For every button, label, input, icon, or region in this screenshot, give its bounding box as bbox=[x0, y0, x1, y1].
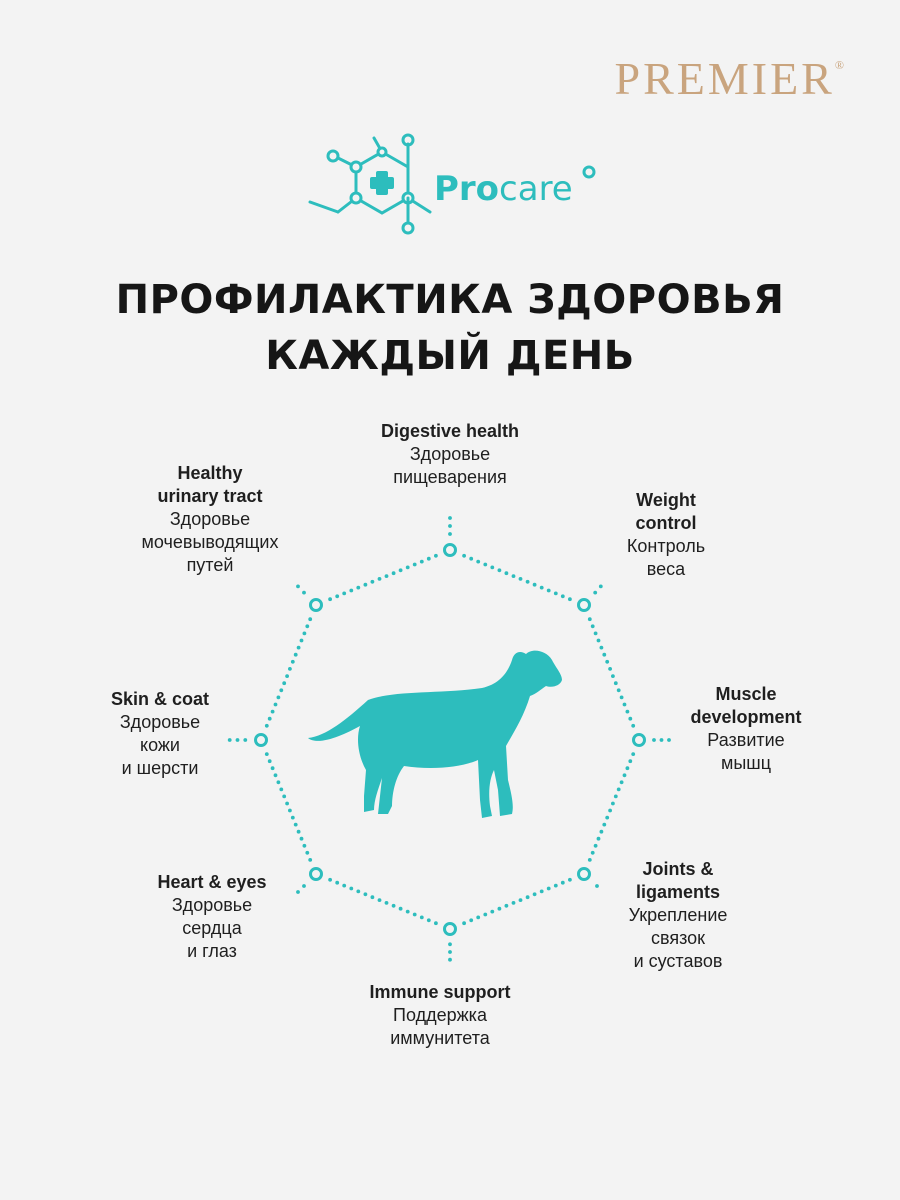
connector-dot bbox=[512, 574, 516, 578]
connector-dot bbox=[483, 913, 487, 917]
connector-dot bbox=[547, 887, 551, 891]
connector-dot bbox=[356, 586, 360, 590]
connector-dot bbox=[291, 816, 295, 820]
connector-dot bbox=[297, 646, 301, 650]
connector-dot bbox=[614, 795, 618, 799]
benefit-immune: Immune support Поддержка иммунитета bbox=[369, 982, 511, 1048]
connector-dot bbox=[274, 703, 278, 707]
connector-dot bbox=[599, 585, 603, 589]
connector-dot bbox=[526, 580, 530, 584]
connector-dot bbox=[652, 738, 656, 742]
connector-dot bbox=[265, 724, 269, 728]
connector-dot bbox=[271, 710, 275, 714]
connector-dot bbox=[631, 752, 635, 756]
connector-dot bbox=[279, 688, 283, 692]
connector-dot bbox=[342, 884, 346, 888]
connector-dot bbox=[490, 910, 494, 914]
connector-dot bbox=[420, 916, 424, 920]
connector-dot bbox=[448, 524, 452, 528]
connector-dot bbox=[274, 773, 278, 777]
connector-dot bbox=[469, 557, 473, 561]
procare-wordmark: Procare bbox=[434, 169, 573, 209]
connector-dot bbox=[448, 950, 452, 954]
connector-dot bbox=[533, 583, 537, 587]
connector-dot bbox=[591, 624, 595, 628]
connector-dot bbox=[617, 688, 621, 692]
connector-dot bbox=[611, 802, 615, 806]
connector-dot bbox=[300, 837, 304, 841]
connector-dot bbox=[328, 878, 332, 882]
node-ring-joints bbox=[579, 869, 590, 880]
connector-dot bbox=[469, 918, 473, 922]
connector-dot bbox=[554, 592, 558, 596]
connector-dot bbox=[434, 921, 438, 925]
connector-dot bbox=[434, 554, 438, 558]
connector-dot bbox=[371, 580, 375, 584]
connector-dot bbox=[349, 887, 353, 891]
connector-dot bbox=[623, 773, 627, 777]
connector-dot bbox=[620, 696, 624, 700]
connector-dot bbox=[602, 823, 606, 827]
connector-dot bbox=[268, 759, 272, 763]
connector-dot bbox=[628, 759, 632, 763]
connector-dot bbox=[605, 660, 609, 664]
connector-dot bbox=[540, 890, 544, 894]
connector-dot bbox=[342, 592, 346, 596]
connector-dot bbox=[399, 568, 403, 572]
connector-dot bbox=[561, 594, 565, 598]
connector-dot bbox=[294, 823, 298, 827]
node-ring-urinary bbox=[311, 600, 322, 611]
connector-dot bbox=[591, 851, 595, 855]
benefit-skin: Skin & coat Здоровье кожи и шерсти bbox=[110, 689, 210, 778]
node-ring-immune bbox=[445, 924, 456, 935]
connector-dot bbox=[620, 780, 624, 784]
connector-dot bbox=[308, 858, 312, 862]
connector-dot bbox=[294, 653, 298, 657]
connector-dot bbox=[554, 884, 558, 888]
connector-dot bbox=[476, 560, 480, 564]
connector-dot bbox=[593, 591, 597, 595]
connector-dot bbox=[568, 597, 572, 601]
connector-dot bbox=[328, 597, 332, 601]
connector-dot bbox=[631, 724, 635, 728]
benefit-weight: Weight control Контроль веса bbox=[626, 490, 706, 579]
node-ring-skin bbox=[256, 735, 267, 746]
connector-dot bbox=[392, 571, 396, 575]
connector-dot bbox=[268, 717, 272, 721]
connector-dot bbox=[297, 830, 301, 834]
connector-dot bbox=[519, 898, 523, 902]
connector-dot bbox=[448, 958, 452, 962]
connector-dot bbox=[660, 738, 664, 742]
connector-dot bbox=[282, 681, 286, 685]
benefit-digestive: Digestive health Здоровье пищеварения bbox=[380, 421, 520, 487]
connector-dot bbox=[547, 589, 551, 593]
connector-dot bbox=[271, 766, 275, 770]
connector-dot bbox=[608, 667, 612, 671]
connector-dot bbox=[540, 586, 544, 590]
connector-dot bbox=[303, 844, 307, 848]
connector-dot bbox=[611, 674, 615, 678]
connector-dot bbox=[371, 895, 375, 899]
connector-dot bbox=[285, 802, 289, 806]
connector-dot bbox=[628, 717, 632, 721]
connector-dot bbox=[300, 639, 304, 643]
connector-dot bbox=[385, 574, 389, 578]
connector-dot bbox=[600, 646, 604, 650]
connector-dot bbox=[303, 632, 307, 636]
connector-dot bbox=[526, 895, 530, 899]
connector-dot bbox=[490, 566, 494, 570]
connector-dot bbox=[462, 921, 466, 925]
connector-dot bbox=[498, 907, 502, 911]
connector-dot bbox=[505, 571, 509, 575]
dog-silhouette-icon bbox=[308, 651, 562, 818]
connector-dot bbox=[302, 884, 306, 888]
connector-dot bbox=[296, 585, 300, 589]
connector-dot bbox=[448, 942, 452, 946]
connector-dot bbox=[594, 632, 598, 636]
connector-dot bbox=[600, 830, 604, 834]
connector-dot bbox=[335, 881, 339, 885]
connector-dot bbox=[561, 881, 565, 885]
connector-dot bbox=[285, 674, 289, 678]
connector-dot bbox=[588, 858, 592, 862]
connector-dot bbox=[265, 752, 269, 756]
benefit-joints: Joints & ligaments Укрепление связок и суставов bbox=[628, 859, 728, 971]
connector-dot bbox=[296, 890, 300, 894]
connector-dot bbox=[279, 788, 283, 792]
connector-dot bbox=[626, 766, 630, 770]
connector-dot bbox=[588, 617, 592, 621]
connector-dot bbox=[597, 639, 601, 643]
connector-dot bbox=[533, 892, 537, 896]
connector-dot bbox=[608, 809, 612, 813]
connector-dot bbox=[288, 667, 292, 671]
connector-dot bbox=[448, 516, 452, 520]
connector-dot bbox=[605, 816, 609, 820]
connector-dot bbox=[623, 703, 627, 707]
connector-dot bbox=[308, 617, 312, 621]
premier-brand-logo: PREMIER® bbox=[614, 53, 844, 104]
connector-dot bbox=[519, 577, 523, 581]
connector-dot bbox=[335, 594, 339, 598]
connector-dot bbox=[427, 557, 431, 561]
connector-dot bbox=[349, 589, 353, 593]
connector-dot bbox=[498, 568, 502, 572]
node-ring-muscle bbox=[634, 735, 645, 746]
connector-dot bbox=[406, 566, 410, 570]
connector-dot bbox=[282, 795, 286, 799]
node-ring-weight bbox=[579, 600, 590, 611]
connector-dot bbox=[305, 851, 309, 855]
node-ring-digestive bbox=[445, 545, 456, 556]
connector-dot bbox=[483, 563, 487, 567]
connector-dot bbox=[626, 710, 630, 714]
connector-dot bbox=[568, 878, 572, 882]
connector-dot bbox=[413, 913, 417, 917]
benefit-muscle: Muscle development Развитие мышц bbox=[690, 684, 802, 773]
connector-dot bbox=[594, 844, 598, 848]
connector-dot bbox=[392, 904, 396, 908]
connector-dot bbox=[288, 809, 292, 813]
connector-dot bbox=[462, 554, 466, 558]
connector-dot bbox=[399, 907, 403, 911]
connector-dot bbox=[277, 780, 281, 784]
connector-dot bbox=[413, 563, 417, 567]
connector-dot bbox=[476, 916, 480, 920]
connector-dot bbox=[364, 892, 368, 896]
headline-line-1: ПРОФИЛАКТИКА ЗДОРОВЬЯ bbox=[115, 277, 785, 323]
connector-dot bbox=[597, 837, 601, 841]
connector-dot bbox=[512, 901, 516, 905]
connector-dot bbox=[602, 653, 606, 657]
connector-dot bbox=[291, 660, 295, 664]
node-ring-heart bbox=[311, 869, 322, 880]
connector-dot bbox=[385, 901, 389, 905]
headline-line-2: КАЖДЫЙ ДЕНЬ bbox=[265, 333, 635, 379]
connector-dot bbox=[505, 904, 509, 908]
connector-dot bbox=[364, 583, 368, 587]
connector-dot bbox=[378, 898, 382, 902]
connector-dot bbox=[420, 560, 424, 564]
connector-dot bbox=[356, 890, 360, 894]
connector-dot bbox=[302, 591, 306, 595]
connector-dot bbox=[277, 696, 281, 700]
connector-dot bbox=[243, 738, 247, 742]
connector-dot bbox=[614, 681, 618, 685]
connector-dot bbox=[427, 918, 431, 922]
benefit-urinary: Healthy urinary tract Здоровье мочевыводящих путей bbox=[141, 463, 279, 575]
connector-dot bbox=[448, 532, 452, 536]
connector-dot bbox=[305, 624, 309, 628]
benefit-heart: Heart & eyes Здоровье сердца и глаз bbox=[157, 872, 267, 961]
connector-dot bbox=[617, 788, 621, 792]
connector-dot bbox=[406, 910, 410, 914]
connector-dot bbox=[378, 577, 382, 581]
